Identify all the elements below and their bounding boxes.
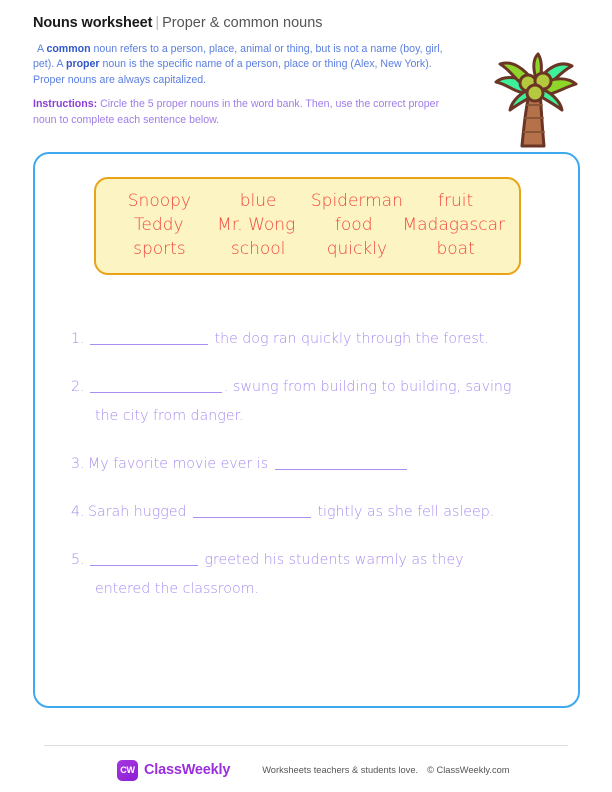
word-bank-word[interactable]: Mr. Wong [217,215,296,235]
instructions-text: Circle the 5 proper nouns in the word bank. Then, use the correct proper noun to complete each sentence below. [33,98,440,126]
question-text-continuation: entered the classroom. [95,581,260,597]
word-bank-row [110,213,505,237]
word-bank-word[interactable]: blue [239,191,277,211]
logo-mark-icon: CW [117,760,138,781]
word-bank-word[interactable]: Snoopy [127,191,191,211]
word-bank-word[interactable]: food [334,215,373,235]
intro-text-3: noun is the specific name of a person, place or thing (Alex, New York). Proper nouns are always capitalized. [33,58,432,86]
question-item [71,500,571,525]
logo-wordmark: ClassWeekly [144,762,231,778]
word-bank-row [110,189,505,213]
footer-divider [44,745,568,746]
footer-copyright: © ClassWeekly.com [427,765,510,775]
palm-tree-icon [486,48,586,153]
word-bank-word[interactable]: fruit [438,191,474,211]
footer-tagline: Worksheets teachers & students love. [262,765,419,775]
intro-text-1: A [37,43,47,55]
word-bank-word[interactable]: Spiderman [310,191,403,211]
instructions-label: Instructions: [33,98,98,111]
question-text: . swung from building to building, saving [224,379,512,395]
question-text: the dog ran quickly through the forest. [210,331,489,347]
intro-text-2: noun refers to a person, place, animal or thing, but is not a name (boy, girl, pet). A [33,43,443,71]
intro-bold-proper: proper [65,58,100,71]
question-number: 5. [71,552,85,568]
question-text: My favorite movie ever is [88,456,273,472]
answer-blank[interactable] [90,551,198,566]
word-bank-word[interactable]: boat [436,239,475,259]
definition-paragraph [33,42,465,88]
intro-bold-common: common [46,43,91,55]
question-text: greeted his students warmly as they [200,552,464,568]
word-bank[interactable] [94,177,521,275]
question-item [71,452,571,477]
answer-blank[interactable] [90,330,208,345]
answer-blank[interactable] [90,378,222,393]
page-title-main: Nouns worksheet [33,15,153,31]
worksheet-header [33,14,483,128]
question-number: 2. [71,379,85,395]
answer-blank[interactable] [193,503,311,518]
question-number: 1. [71,331,85,347]
question-text-continuation: the city from danger. [95,408,244,424]
question-item [71,327,571,352]
word-bank-word[interactable]: school [230,239,286,259]
question-item [71,375,571,429]
word-bank-word[interactable]: sports [133,239,186,259]
word-bank-word[interactable]: Madagascar [402,215,505,235]
question-number: 4. [71,504,85,520]
word-bank-word[interactable]: quickly [326,239,387,259]
word-bank-word[interactable]: Teddy [133,215,184,235]
classweekly-logo[interactable] [117,760,230,781]
question-number: 3. [71,456,85,472]
word-bank-row [110,237,505,261]
worksheet-panel [33,152,580,708]
page-title-subtitle: Proper & common nouns [162,15,323,31]
answer-blank[interactable] [275,455,407,470]
footer [44,757,568,783]
question-text: tightly as she fell asleep. [312,504,495,520]
question-list [71,327,571,625]
page-title [33,14,483,32]
title-separator: | [155,15,160,31]
question-text: Sarah hugged [88,504,191,520]
question-item [71,548,571,602]
instructions-paragraph [33,97,465,128]
